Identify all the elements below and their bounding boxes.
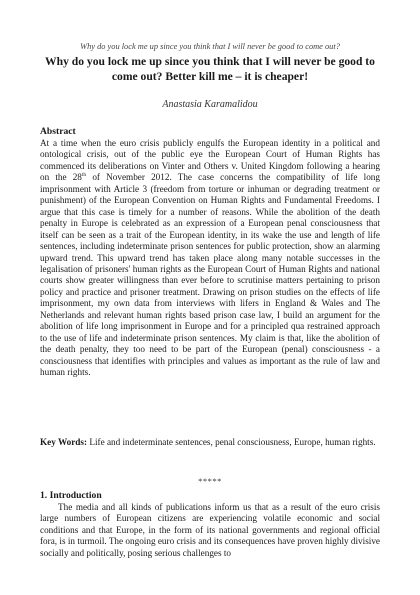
abstract-text-part-2: of November 2012. The case concerns the compatibility of life long imprisonment with Article 3 (freedom from torture or inhuman or degrading treatment or punishment) of the European Convention on Human Rights and Fundamental Freedoms. I argue that this case is timely for a number of reasons. While the abolition of the death penalty in Europe is celebrated as an expression of a European penal consciousness that itself can be seen as a trait of the European identity, in its wake the use and length of life sentences, including indeterminate prison sentences for public protection, show an alarming upward trend. This upward trend has taken place along many notable successes in the legalisation of prisoners' human rights as the European Court of Human Rights and national courts show greater willingness than ever before to scrutinise matters pertaining to prison policy and practice and prisoner treatment. Drawing on prison studies on the effects of life imprisonment, my own data from interviews with lifers in England & Wales and The Netherlands and relevant human rights based prison case law, I build an argument for the abolition of life long imprisonment in Europe and for a principled qua restrained approach to the use of life and indeterminate prison sentences. My claim is that, like the abolition of the death penalty, they too need to be part of the European (penal) consciousness - a consciousness that identifies with principles and values as important as the rule of law and human rights. bbox=[40, 172, 380, 378]
running-head: Why do you lock me up since you think that I will never be good to come out? bbox=[80, 42, 340, 51]
keywords bbox=[40, 437, 380, 448]
introduction-heading: 1. Introduction bbox=[40, 490, 102, 501]
abstract-heading: Abstract bbox=[40, 126, 76, 137]
abstract-body bbox=[40, 138, 380, 379]
introduction-body: The media and all kinds of publications inform us that as a result of the euro crisis large numbers of European citizens are experiencing volatile economic and social conditions and that Europe, in the form of its national governments and regional official fora, is in turmoil. The ongoing euro crisis and its consequences have proven highly divisive socially and politically, posing serious challenges to bbox=[40, 502, 380, 558]
keywords-text: Life and indeterminate sentences, penal consciousness, Europe, human rights. bbox=[87, 437, 376, 447]
keywords-label: Key Words: bbox=[40, 437, 88, 447]
section-separator: ***** bbox=[198, 476, 222, 486]
author-name: Anastasia Karamalidou bbox=[162, 99, 258, 110]
abstract-text-part-1: At a time when the euro crisis publicly engulfs the European identity in a political and ontological crisis, out of the public eye the European Court of Human Rights has commenced its deliberations on Vinter and Others v. United Kingdom following a hearing on the 28 bbox=[40, 138, 380, 183]
paper-title: Why do you lock me up since you think that I will never be good to come out? Better kill me – it is cheaper! bbox=[45, 55, 375, 83]
ordinal-superscript: th bbox=[81, 172, 87, 179]
